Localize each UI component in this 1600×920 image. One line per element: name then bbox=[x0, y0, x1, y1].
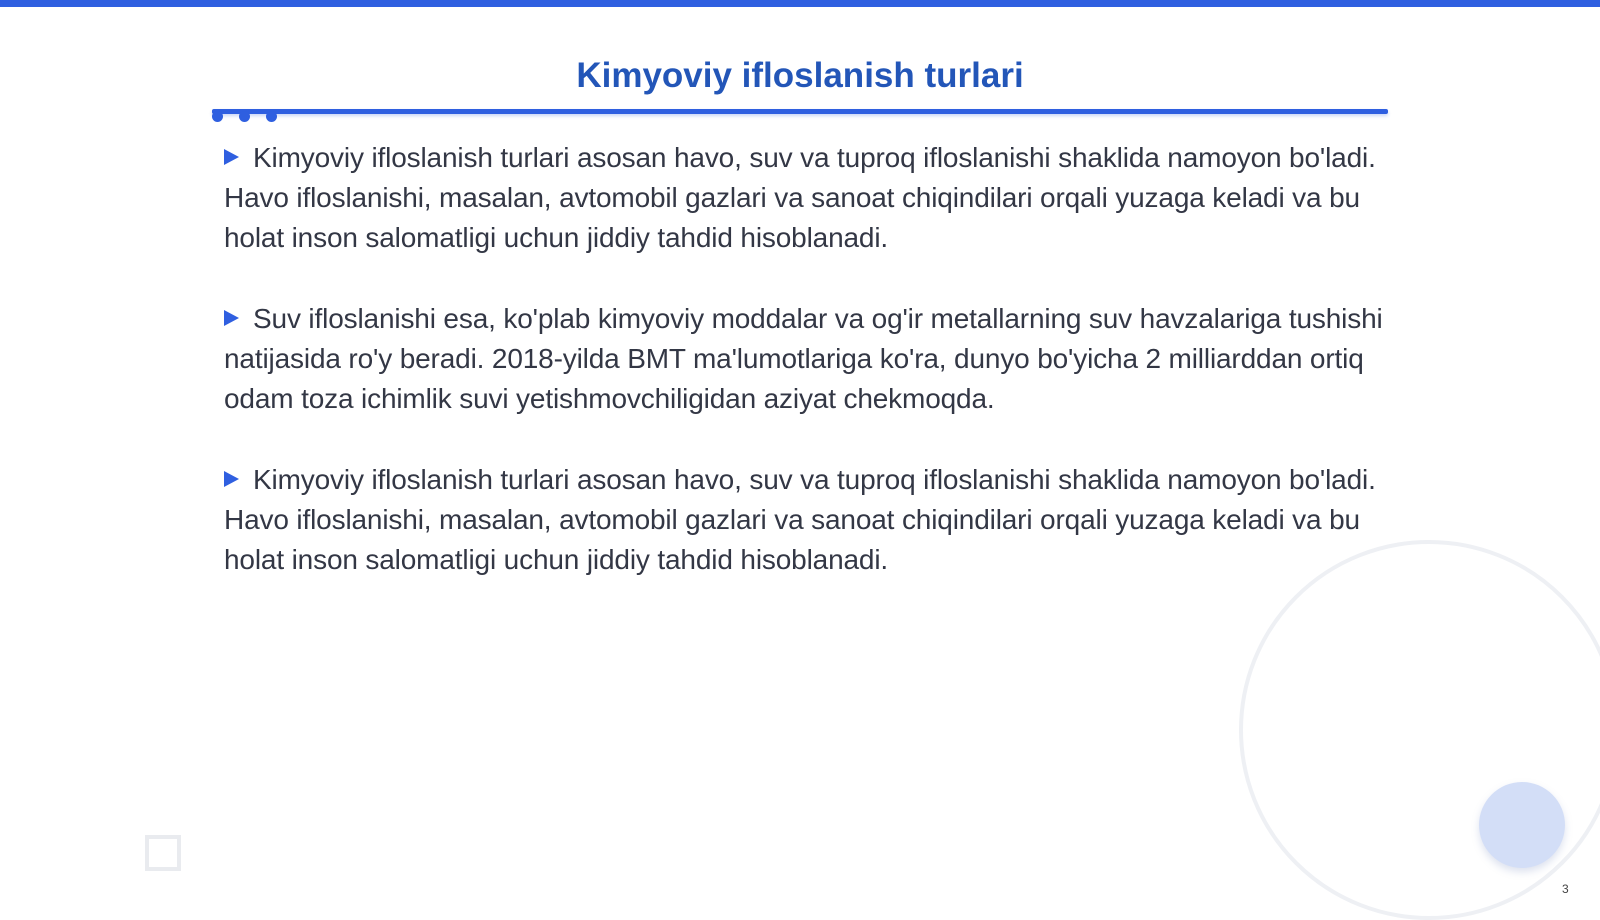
bullet-paragraph bbox=[224, 299, 1384, 419]
top-accent-bar bbox=[0, 0, 1600, 7]
slide-body bbox=[224, 138, 1384, 621]
underline-dot bbox=[212, 111, 223, 122]
underline-dot bbox=[266, 111, 277, 122]
triangle-right-icon bbox=[224, 471, 239, 487]
slide-title: Kimyoviy ifloslanish turlari bbox=[576, 56, 1024, 95]
paragraph-text: Kimyoviy ifloslanish turlari asosan havo, suv va tuproq ifloslanishi shaklida namoyon bo'ladi. Havo ifloslanishi, masalan, avtomobil gazlari va sanoat chiqindilari orqali yuzaga keladi va bu holat inson salomatligi uchun jiddiy tahdid hisoblanadi. bbox=[224, 464, 1376, 575]
decorative-circle bbox=[1479, 782, 1565, 868]
triangle-right-icon bbox=[224, 149, 239, 165]
underline-dot bbox=[239, 111, 250, 122]
paragraph-text: Kimyoviy ifloslanish turlari asosan havo, suv va tuproq ifloslanishi shaklida namoyon bo'ladi. Havo ifloslanishi, masalan, avtomobil gazlari va sanoat chiqindilari orqali yuzaga keladi va bu holat inson salomatligi uchun jiddiy tahdid hisoblanadi. bbox=[224, 142, 1376, 253]
bullet-paragraph bbox=[224, 138, 1384, 258]
triangle-right-icon bbox=[224, 310, 239, 326]
title-underline bbox=[212, 109, 1388, 114]
paragraph-text: Suv ifloslanishi esa, ko'plab kimyoviy moddalar va og'ir metallarning suv havzalariga tushishi natijasida ro'y beradi. 2018-yilda BMT ma'lumotlariga ko'ra, dunyo bo'yicha 2 milliarddan ortiq odam toza ichimlik suvi yetishmovchiligidan aziyat chekmoqda. bbox=[224, 303, 1383, 414]
bullet-paragraph bbox=[224, 460, 1384, 580]
slide-number: 3 bbox=[1562, 882, 1569, 896]
decorative-ring bbox=[1239, 540, 1600, 920]
decorative-square bbox=[145, 835, 181, 871]
